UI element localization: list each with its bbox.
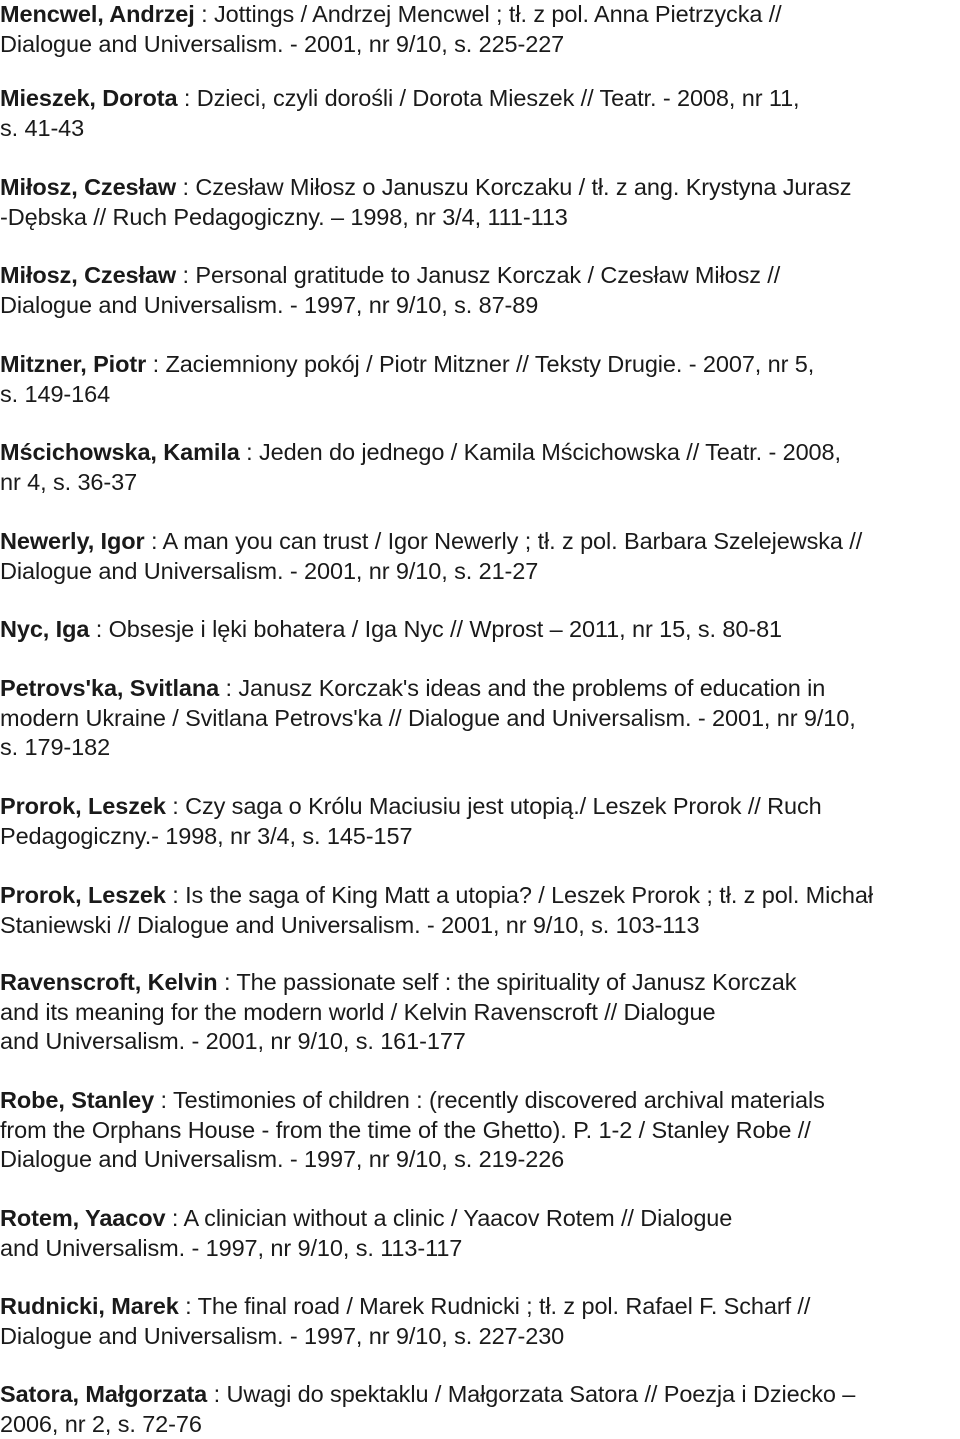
entry-text: : Personal gratitude to Janusz Korczak / Czesław Miłosz // — [176, 262, 781, 288]
entry-text: s. 41-43 — [0, 114, 85, 141]
entry-author: Nyc, Iga — [0, 616, 90, 642]
entry-text: : Testimonies of children : (recently discovered archival materials — [154, 1087, 825, 1113]
entry-text: : Jeden do jednego / Kamila Mścichowska // Teatr. - 2008, — [239, 439, 841, 465]
entry-text: and Universalism. - 2001, nr 9/10, s. 161-177 — [0, 1028, 466, 1055]
entry-text: Staniewski // Dialogue and Universalism. - 2001, nr 9/10, s. 103-113 — [0, 911, 700, 938]
entry-text: : Uwagi do spektaklu / Małgorzata Satora // Poezja i Dziecko – — [207, 1381, 856, 1407]
entry-text: Dialogue and Universalism. - 1997, nr 9/10, s. 87-89 — [0, 291, 539, 318]
entry-text: : Obsesje i lęki bohatera / Iga Nyc // Wprost – 2011, nr 15, s. 80-81 — [89, 616, 783, 642]
bibliography-entry — [0, 261, 960, 320]
bibliography-entry — [0, 674, 960, 763]
entry-author: Prorok, Leszek — [0, 882, 166, 908]
bibliography-entry — [0, 1292, 960, 1351]
entry-author: Rudnicki, Marek — [0, 1293, 179, 1319]
entry-author: Rotem, Yaacov — [0, 1205, 166, 1231]
entry-author: Mścichowska, Kamila — [0, 439, 240, 465]
bibliography-entry — [0, 1204, 960, 1263]
entry-text: : Dzieci, czyli dorośli / Dorota Mieszek // Teatr. - 2008, nr 11, — [177, 85, 800, 111]
entry-text: from the Orphans House - from the time of the Ghetto). P. 1-2 / Stanley Robe // — [0, 1116, 811, 1143]
entry-text: Dialogue and Universalism. - 2001, nr 9/10, s. 225-227 — [0, 30, 565, 57]
entry-text: : Czy saga o Królu Maciusiu jest utopią./ Leszek Prorok // Ruch — [165, 793, 822, 819]
bibliography-entry — [0, 615, 960, 645]
entry-text: and Universalism. - 1997, nr 9/10, s. 113-117 — [0, 1234, 463, 1261]
entry-author: Prorok, Leszek — [0, 793, 166, 819]
entry-author: Ravenscroft, Kelvin — [0, 969, 218, 995]
entry-text: : Janusz Korczak's ideas and the problems of education in — [219, 675, 826, 701]
entry-text: s. 149-164 — [0, 380, 111, 407]
bibliography-entry — [0, 1380, 960, 1439]
entry-author: Mencwel, Andrzej — [0, 1, 195, 27]
entry-author: Mitzner, Piotr — [0, 351, 147, 377]
entry-text: modern Ukraine / Svitlana Petrovs'ka // Dialogue and Universalism. - 2001, nr 9/10, — [0, 704, 856, 731]
entry-text: 2006, nr 2, s. 72-76 — [0, 1410, 202, 1437]
entry-text: s. 179-182 — [0, 734, 111, 761]
entry-text: : The passionate self : the spirituality of Janusz Korczak — [217, 969, 797, 995]
entry-text: : The final road / Marek Rudnicki ; tł. z pol. Rafael F. Scharf // — [178, 1293, 811, 1319]
entry-author: Miłosz, Czesław — [0, 262, 177, 288]
entry-text: -Dębska // Ruch Pedagogiczny. – 1998, nr 3/4, 111-113 — [0, 203, 568, 230]
entry-text: : Zaciemniony pokój / Piotr Mitzner // Teksty Drugie. - 2007, nr 5, — [146, 351, 815, 377]
entry-text: Dialogue and Universalism. - 2001, nr 9/10, s. 21-27 — [0, 557, 539, 584]
entry-text: : A clinician without a clinic / Yaacov Rotem // Dialogue — [165, 1205, 733, 1231]
bibliography-entry — [0, 881, 960, 940]
entry-text: and its meaning for the modern world / Kelvin Ravenscroft // Dialogue — [0, 998, 716, 1025]
entry-text: Dialogue and Universalism. - 1997, nr 9/10, s. 227-230 — [0, 1322, 565, 1349]
entry-text: nr 4, s. 36-37 — [0, 468, 138, 495]
bibliography-entry — [0, 438, 960, 497]
bibliography-entry — [0, 1086, 960, 1175]
entry-text: : Czesław Miłosz o Januszu Korczaku / tł. z ang. Krystyna Jurasz — [176, 174, 852, 200]
entry-author: Miłosz, Czesław — [0, 174, 177, 200]
entry-text: : A man you can trust / Igor Newerly ; tł. z pol. Barbara Szelejewska // — [144, 528, 863, 554]
entry-text: Pedagogiczny.- 1998, nr 3/4, s. 145-157 — [0, 822, 413, 849]
bibliography-entry — [0, 84, 960, 143]
bibliography-entry — [0, 968, 960, 1057]
entry-author: Mieszek, Dorota — [0, 85, 178, 111]
entry-text: Dialogue and Universalism. - 1997, nr 9/10, s. 219-226 — [0, 1146, 565, 1173]
entry-author: Petrovs'ka, Svitlana — [0, 675, 220, 701]
bibliography-entry — [0, 350, 960, 409]
bibliography-entry — [0, 173, 960, 232]
entry-author: Newerly, Igor — [0, 528, 145, 554]
entry-author: Satora, Małgorzata — [0, 1381, 208, 1407]
entry-text: : Is the saga of King Matt a utopia? / Leszek Prorok ; tł. z pol. Michał — [165, 882, 873, 908]
bibliography-entry — [0, 0, 960, 59]
entry-text: : Jottings / Andrzej Mencwel ; tł. z pol. Anna Pietrzycka // — [194, 1, 782, 27]
bibliography-entry — [0, 527, 960, 586]
bibliography-entry — [0, 792, 960, 851]
entry-author: Robe, Stanley — [0, 1087, 155, 1113]
